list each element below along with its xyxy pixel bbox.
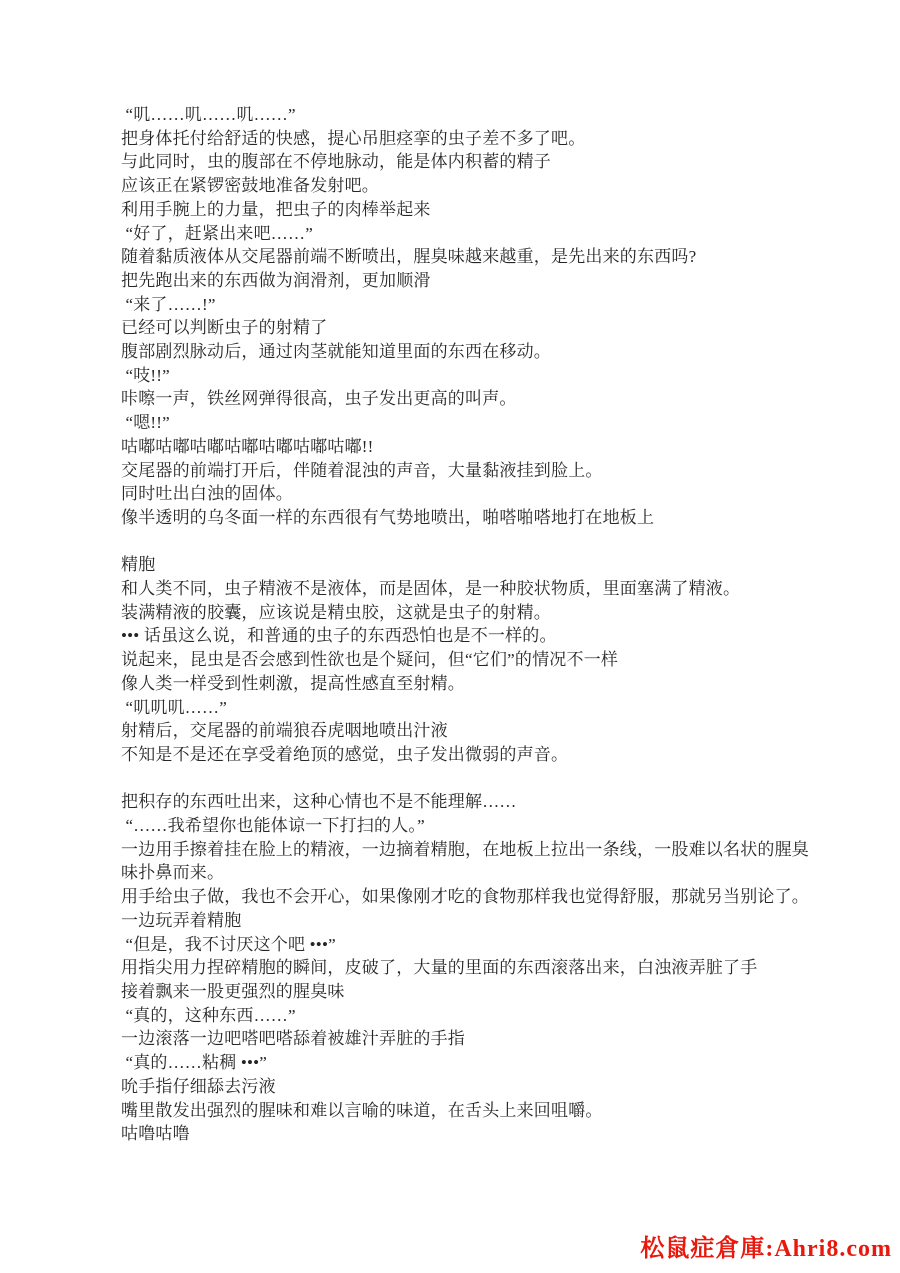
text-line: 应该正在紧锣密鼓地准备发射吧。 (121, 176, 379, 196)
text-line: 一边用手擦着挂在脸上的精液，一边摘着精胞，在地板上拉出一条线，一股难以名状的腥臭 (121, 839, 809, 859)
text-line: 咔嚓一声，铁丝网弹得很高，虫子发出更高的叫声。 (121, 389, 517, 409)
text-line: 装满精液的胶囊，应该说是精虫胶，这就是虫子的射精。 (121, 602, 551, 622)
text-line: 把身体托付给舒适的快感，提心吊胆痉挛的虫子差不多了吧。 (121, 128, 586, 148)
text-line (121, 767, 882, 791)
text-line: 一边玩弄着精胞 (121, 910, 242, 930)
text-line: 味扑鼻而来。 (121, 863, 225, 883)
text-line (121, 530, 882, 554)
document-text (121, 103, 882, 1146)
text-line: “真的，这种东西……” (121, 1005, 296, 1025)
text-line: 吮手指仔细舔去污液 (121, 1076, 276, 1096)
text-line: 把先跑出来的东西做为润滑剂，更加顺滑 (121, 270, 431, 290)
text-line: 不知是不是还在享受着绝顶的感觉，虫子发出微弱的声音。 (121, 744, 569, 764)
text-line: “吱!!” (121, 365, 170, 385)
text-line: 用手给虫子做，我也不会开心，如果像刚才吃的食物那样我也觉得舒服，那就另当别论了。 (121, 887, 809, 907)
text-line: 一边滚落一边吧嗒吧嗒舔着被雄汁弄脏的手指 (121, 1029, 465, 1049)
text-line: 交尾器的前端打开后，伴随着混浊的声音，大量黏液挂到脸上。 (121, 460, 603, 480)
text-line: 接着飘来一股更强烈的腥臭味 (121, 981, 345, 1001)
text-line: 已经可以判断虫子的射精了 (121, 318, 328, 338)
text-line: “叽叽叽……” (121, 697, 227, 717)
watermark: 松鼠症倉庫:Ahri8.com (640, 1236, 892, 1262)
text-line: 腹部剧烈脉动后，通过肉茎就能知道里面的东西在移动。 (121, 342, 551, 362)
text-line: “但是，我不讨厌这个吧 •••” (121, 934, 336, 954)
text-line: 射精后，交尾器的前端狼吞虎咽地喷出汁液 (121, 721, 448, 741)
text-line: “叽……叽……叽……” (121, 105, 296, 124)
text-line: 利用手腕上的力量，把虫子的肉棒举起来 (121, 199, 431, 219)
text-line: 用指尖用力捏碎精胞的瞬间，皮破了，大量的里面的东西滚落出来，白浊液弄脏了手 (121, 958, 758, 978)
text-line: 随着黏质液体从交尾器前端不断喷出，腥臭味越来越重，是先出来的东西吗? (121, 247, 697, 267)
text-line: 同时吐出白浊的固体。 (121, 484, 293, 504)
text-line: 像人类一样受到性刺激，提高性感直至射精。 (121, 673, 465, 693)
text-line: “好了，赶紧出来吧……” (121, 223, 313, 243)
text-line: 与此同时，虫的腹部在不停地脉动，能是体内积蓄的精子 (121, 152, 551, 172)
text-line: 嘴里散发出强烈的腥味和难以言喻的味道，在舌头上来回咀嚼。 (121, 1100, 603, 1120)
text-line: “嗯!!” (121, 413, 170, 433)
text-line: 咕嘟咕嘟咕嘟咕嘟咕嘟咕嘟咕嘟!! (121, 436, 374, 456)
text-line: ••• 话虽这么说，和普通的虫子的东西恐怕也是不一样的。 (121, 626, 557, 646)
text-line: “真的……粘稠 •••” (121, 1053, 268, 1073)
text-line: 把积存的东西吐出来，这种心情也不是不能理解…… (121, 792, 517, 812)
text-line: “……我希望你也能体谅一下打扫的人。” (121, 816, 425, 836)
text-line: 精胞 (121, 555, 156, 575)
text-line: 咕噜咕噜 (121, 1124, 190, 1144)
text-line: 像半透明的乌冬面一样的东西很有气势地喷出，啪嗒啪嗒地打在地板上 (121, 507, 655, 527)
text-line: “来了……!” (121, 294, 216, 314)
text-line: 说起来，昆虫是否会感到性欲也是个疑问，但“它们”的情况不一样 (121, 650, 619, 670)
text-line: 和人类不同，虫子精液不是液体，而是固体，是一种胶状物质，里面塞满了精液。 (121, 579, 741, 599)
